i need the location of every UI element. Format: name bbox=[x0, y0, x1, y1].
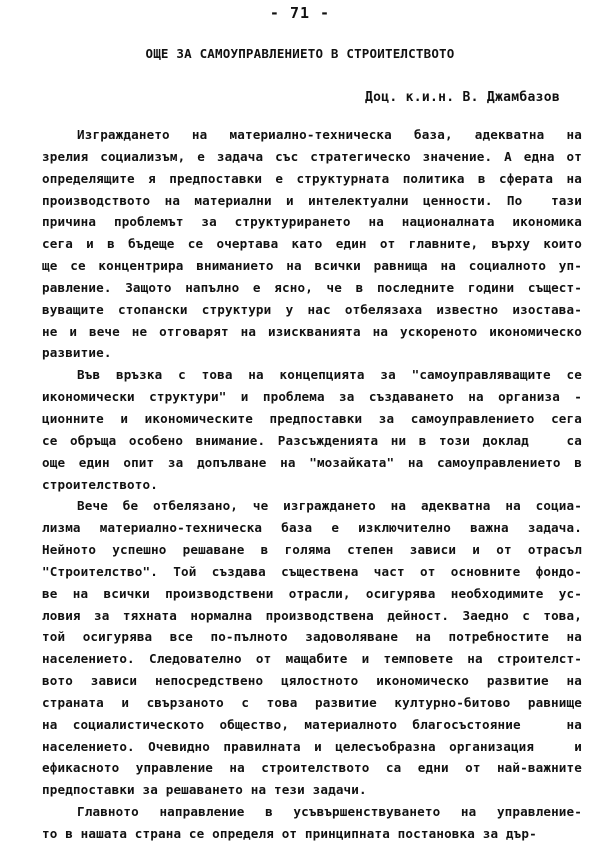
paragraph-line: равление. Защото напълно е ясно, че в последните години същест- bbox=[42, 279, 582, 295]
paragraph-line: причина проблемът за структурирането на националната икономика bbox=[42, 214, 582, 230]
paragraph-line: ще се концентрира вниманието на всички равнища на социалното уп- bbox=[42, 258, 582, 274]
paragraph-line: развитие. bbox=[42, 345, 112, 361]
paragraph-line: предпоставки за решаването на тези задачи. bbox=[42, 782, 367, 798]
paragraph-line: Главното направление в усъвършенствуването на управление- bbox=[77, 804, 582, 820]
paragraph-line: Нейното успешно решаване в голяма степен зависи и от отрасъл bbox=[42, 542, 582, 558]
paragraph-line: не и вече не отговарят на изискванията на ускореното икономическо bbox=[42, 323, 582, 339]
paragraph-line: Вече бе отбелязано, че изграждането на адекватна на социа- bbox=[77, 498, 582, 514]
paragraph-line: лизма материално-техническа база е изключително важна задача. bbox=[42, 520, 582, 536]
paragraph-line: икономически структури" и проблема за създаването на организа - bbox=[42, 389, 582, 405]
paragraph-line: зрелия социализъм, е задача със стратегическо значение. А една от bbox=[42, 148, 582, 164]
paragraph-line: на социалистическото общество, материалното благосъстояние на bbox=[42, 716, 582, 732]
paragraph-line: ционните и икономическите предпоставки за самоуправлението сега bbox=[42, 410, 582, 426]
paragraph-line: "Строителство". Той създава съществена част от основните фондо- bbox=[42, 563, 582, 579]
paragraph-line: още един опит за допълване на "мозайката" на самоуправлението в bbox=[42, 454, 582, 470]
paragraph-line: сега и в бъдеще се очертава като един от главните, върху които bbox=[42, 236, 582, 252]
paragraph-line: вото зависи непосредствено цялостното икономическо развитие на bbox=[42, 673, 582, 689]
page-number: - 71 - bbox=[269, 4, 331, 22]
paragraph-line: то в нашата страна се определя от принципната постановка за дър- bbox=[42, 826, 537, 841]
paragraph-line: определящите я предпоставки е структурната политика в сферата на bbox=[42, 170, 582, 186]
paragraph-line: ефикасното управление на строителството са едни от най-важните bbox=[42, 760, 582, 776]
paragraph-line: ве на всички производствени отрасли, осигурява необходимите ус- bbox=[42, 585, 582, 601]
article-title: ОЩЕ ЗА САМОУПРАВЛЕНИЕТО В СТРОИТЕЛСТВОТО bbox=[145, 46, 455, 61]
paragraph-line: Изграждането на материално-техническа база, адекватна на bbox=[77, 127, 582, 142]
paragraph-line: той осигурява все по-пълното задоволяване на потребностите на bbox=[42, 629, 582, 645]
paragraph-line: Във връзка с това на концепцията за "самоуправляващите се bbox=[77, 367, 582, 383]
paragraph-line: строителството. bbox=[42, 476, 158, 492]
paragraph-line: вуващите стопански структури у нас отбелязаха известно изостава- bbox=[42, 301, 582, 317]
paragraph-line: страната и свързаното с това развитие културно-битово равнище bbox=[42, 694, 582, 710]
paragraph-line: населението. Очевидно правилната и целесъобразна организация и bbox=[42, 738, 582, 754]
paragraph-line: ловия за тяхната нормална производствена дейност. Заедно с това, bbox=[42, 607, 582, 623]
paragraph-line: населението. Следователно от мащабите и темповете на строителст- bbox=[42, 651, 582, 667]
paragraph-line: производството на материални и интелектуални ценности. По тази bbox=[42, 192, 582, 208]
author-line: Доц. к.и.н. В. Джамбазов bbox=[364, 90, 560, 105]
paragraph-line: се обръща особено внимание. Разсъжденията ни в този доклад са bbox=[42, 432, 582, 448]
article-body bbox=[42, 124, 582, 845]
